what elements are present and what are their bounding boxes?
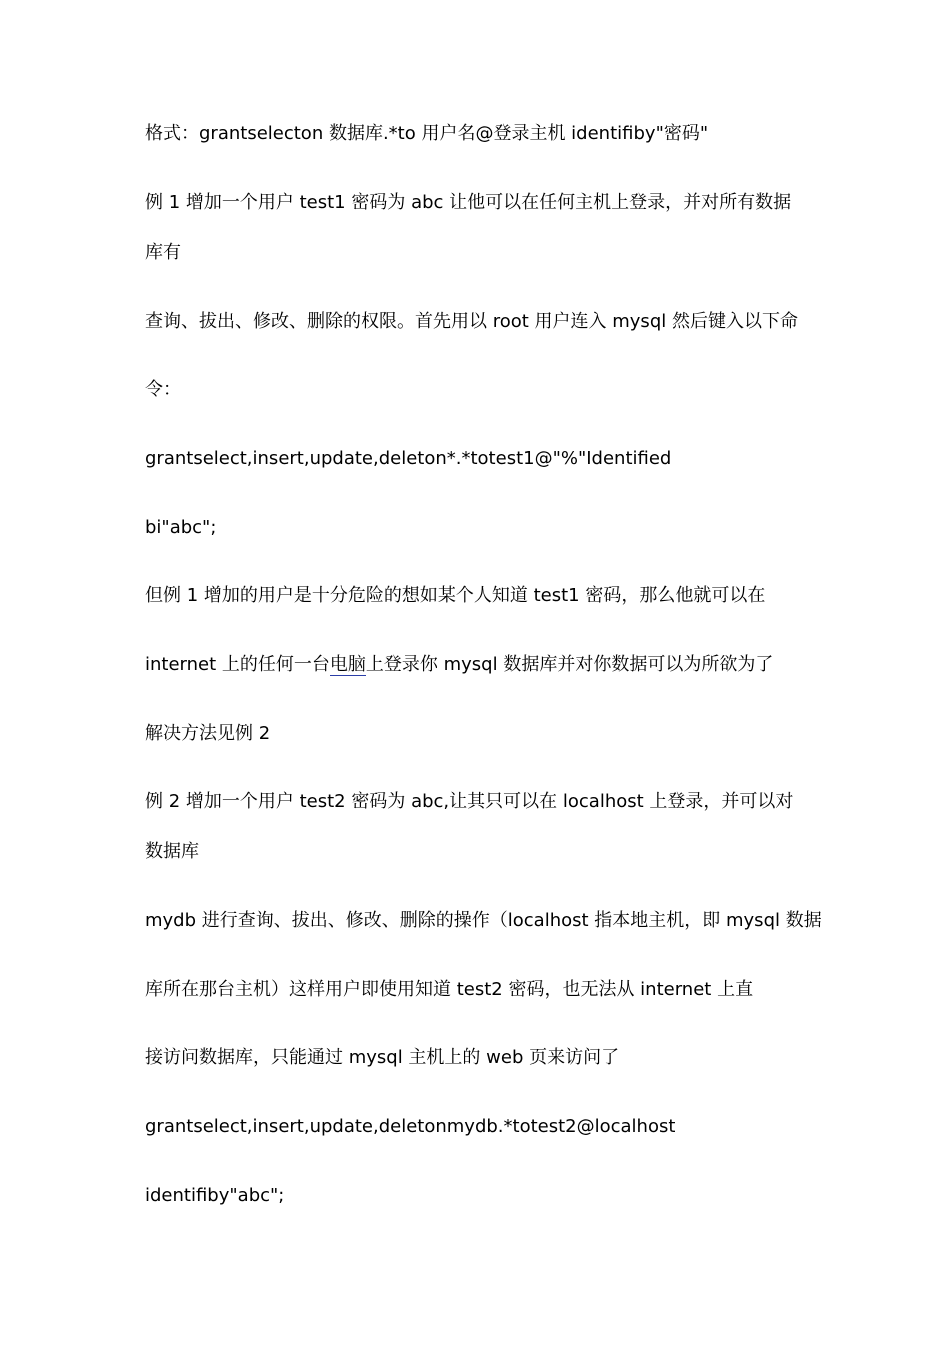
text-line-example2-intro-cont: 数据库 [145, 841, 199, 862]
text-line-format: 格式：grantselecton 数据库.*to 用户名@登录主机 identifiby"密码" [145, 123, 709, 144]
text-line-host: 库所在那台主机）这样用户即使用知道 test2 密码，也无法从 internet 上直 [145, 979, 754, 1000]
computer-link[interactable]: 电脑 [329, 654, 366, 675]
code-line-grant-test1: grantselect,insert,update,deleton*.*totest1@"%"Identified [145, 448, 672, 469]
text-line-mydb: mydb 进行查询、拔出、修改、删除的操作（localhost 指本地主机，即 mysql 数据 [145, 910, 822, 931]
text-line-danger: 但例 1 增加的用户是十分危险的想如某个人知道 test1 密码，那么他就可以在 [145, 585, 766, 606]
text-line-web-access: 接访问数据库，只能通过 mysql 主机上的 web 页来访问了 [145, 1047, 620, 1068]
text-line-permissions: 查询、拔出、修改、删除的权限。首先用以 root 用户连入 mysql 然后键入以下命 [145, 311, 798, 332]
text-segment-before-link: internet 上的任何一台 [145, 654, 330, 675]
text-line-example1-intro: 例 1 增加一个用户 test1 密码为 abc 让他可以在任何主机上登录，并对所有数据 [145, 192, 792, 213]
code-line-grant-test1-cont: bi"abc"; [145, 517, 217, 538]
text-line-example1-intro-cont: 库有 [145, 242, 181, 263]
text-line-internet [145, 653, 773, 677]
text-line-example2-intro: 例 2 增加一个用户 test2 密码为 abc,让其只可以在 localhost 上登录，并可以对 [145, 791, 794, 812]
text-line-permissions-cont: 令： [145, 379, 181, 400]
code-line-grant-test2: grantselect,insert,update,deletonmydb.*totest2@localhost [145, 1116, 676, 1137]
text-segment-after-link: 上登录你 mysql 数据库并对你数据可以为所欲为了 [365, 654, 774, 675]
text-line-solution: 解决方法见例 2 [145, 723, 271, 744]
code-line-grant-test2-cont: identifiby"abc"; [145, 1185, 285, 1206]
